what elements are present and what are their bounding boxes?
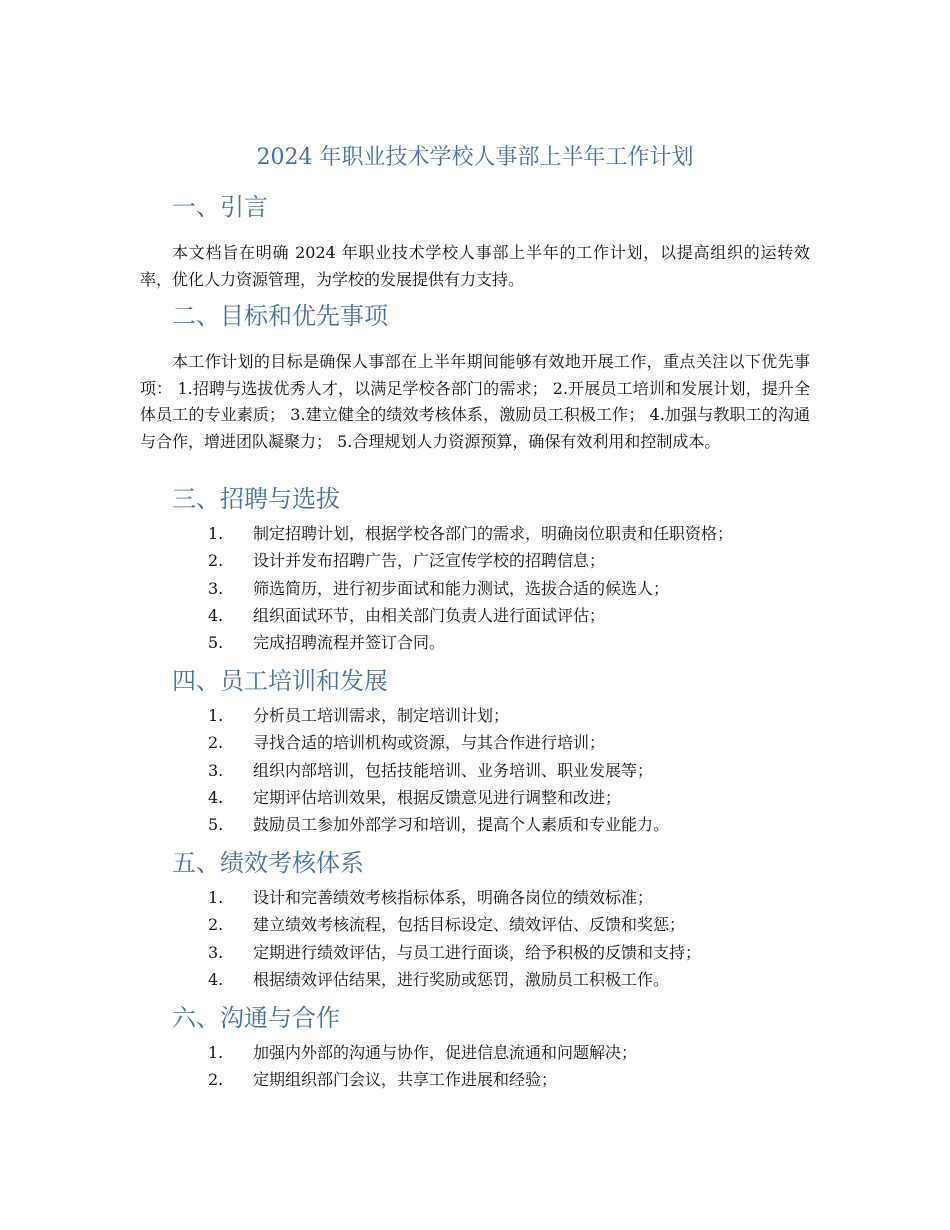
list-item-number: 2. <box>208 1070 224 1090</box>
section-paragraph: 本工作计划的目标是确保人事部在上半年期间能够有效地开展工作，重点关注以下优先事项： 1.招聘与选拔优秀人才，以满足学校各部门的需求； 2.开展员工培训和发展计划，提升全体员工的专业素质； 3.建立健全的绩效考核体系，激励员工积极工作； 4.加强与教职工的沟通与合作，增进团队凝聚力； 5.合理规划人力资源预算，确保有效利用和控制成本。 <box>140 352 810 451</box>
numbered-list <box>140 884 810 993</box>
list-item <box>140 1039 810 1066</box>
list-item <box>140 939 810 966</box>
list-item-number: 4. <box>208 969 224 989</box>
list-item-number: 1. <box>208 524 224 543</box>
list-item-text: 设计和完善绩效考核指标体系，明确各岗位的绩效标准； <box>253 888 654 907</box>
list-item-number: 3. <box>208 760 224 780</box>
list-item-number: 4. <box>208 787 224 807</box>
list-item-text: 设计并发布招聘广告，广泛宣传学校的招聘信息； <box>253 551 606 571</box>
section-recruitment <box>140 482 810 656</box>
section-heading: 六、沟通与合作 <box>172 1004 340 1032</box>
section-training-development <box>140 664 810 838</box>
section-introduction <box>140 190 810 293</box>
list-item <box>140 911 810 938</box>
list-item-text: 定期进行绩效评估，与员工进行面谈，给予积极的反馈和支持； <box>253 942 702 962</box>
list-item-text: 制定招聘计划，根据学校各部门的需求，明确岗位职责和任职资格； <box>253 524 734 543</box>
section-heading: 一、引言 <box>172 193 268 221</box>
list-item <box>140 602 810 629</box>
list-item <box>140 811 810 838</box>
section-communication-cooperation <box>140 1001 810 1094</box>
list-item <box>140 884 810 911</box>
numbered-list <box>140 702 810 838</box>
list-item-number: 2. <box>208 551 224 571</box>
list-item <box>140 702 810 729</box>
list-item-text: 完成招聘流程并签订合同。 <box>253 633 446 653</box>
list-item-number: 5. <box>208 633 224 653</box>
list-item <box>140 575 810 602</box>
list-item-number: 1. <box>208 888 224 907</box>
list-item <box>140 629 810 656</box>
list-item-text: 分析员工培训需求，制定培训计划； <box>253 706 510 725</box>
list-item-text: 定期组织部门会议，共享工作进展和经验； <box>253 1070 558 1090</box>
section-heading: 四、员工培训和发展 <box>172 667 388 695</box>
list-item-number: 2. <box>208 733 224 753</box>
list-item-text: 组织面试环节，由相关部门负责人进行面试评估； <box>253 605 606 625</box>
list-item-text: 根据绩效评估结果，进行奖励或惩罚，激励员工积极工作。 <box>253 969 670 989</box>
list-item-number: 1. <box>208 706 224 725</box>
list-item-text: 组织内部培训，包括技能培训、业务培训、职业发展等； <box>253 760 654 780</box>
list-item-text: 定期评估培训效果，根据反馈意见进行调整和改进； <box>253 787 622 807</box>
list-item-number: 2. <box>208 915 224 935</box>
section-performance-appraisal <box>140 846 810 993</box>
list-item-text: 寻找合适的培训机构或资源，与其合作进行培训； <box>253 733 606 753</box>
list-item-number: 3. <box>208 578 224 598</box>
list-item-text: 建立绩效考核流程，包括目标设定、绩效评估、反馈和奖惩； <box>253 915 686 935</box>
section-heading: 二、目标和优先事项 <box>172 302 388 330</box>
numbered-list <box>140 1039 810 1094</box>
list-item <box>140 520 810 547</box>
list-item-number: 4. <box>208 605 224 625</box>
list-item <box>140 547 810 574</box>
list-item-number: 3. <box>208 942 224 962</box>
section-heading: 五、绩效考核体系 <box>172 849 364 877</box>
section-paragraph: 本文档旨在明确 2024 年职业技术学校人事部上半年的工作计划，以提高组织的运转效率，优化人力资源管理，为学校的发展提供有力支持。 <box>140 243 810 289</box>
list-item <box>140 757 810 784</box>
list-item-number: 5. <box>208 815 224 835</box>
document-title: 2024 年职业技术学校人事部上半年工作计划 <box>256 145 694 170</box>
list-item-text: 鼓励员工参加外部学习和培训，提高个人素质和专业能力。 <box>253 815 670 835</box>
section-goals-priorities <box>140 299 810 455</box>
list-item-text: 筛选简历，进行初步面试和能力测试，选拔合适的候选人； <box>253 578 670 598</box>
list-item <box>140 1066 810 1093</box>
list-item-number: 1. <box>208 1043 224 1062</box>
list-item <box>140 784 810 811</box>
list-item <box>140 966 810 993</box>
numbered-list <box>140 520 810 656</box>
list-item <box>140 729 810 756</box>
list-item-text: 加强内外部的沟通与协作，促进信息流通和问题解决； <box>253 1043 638 1062</box>
section-heading: 三、招聘与选拔 <box>172 485 340 513</box>
